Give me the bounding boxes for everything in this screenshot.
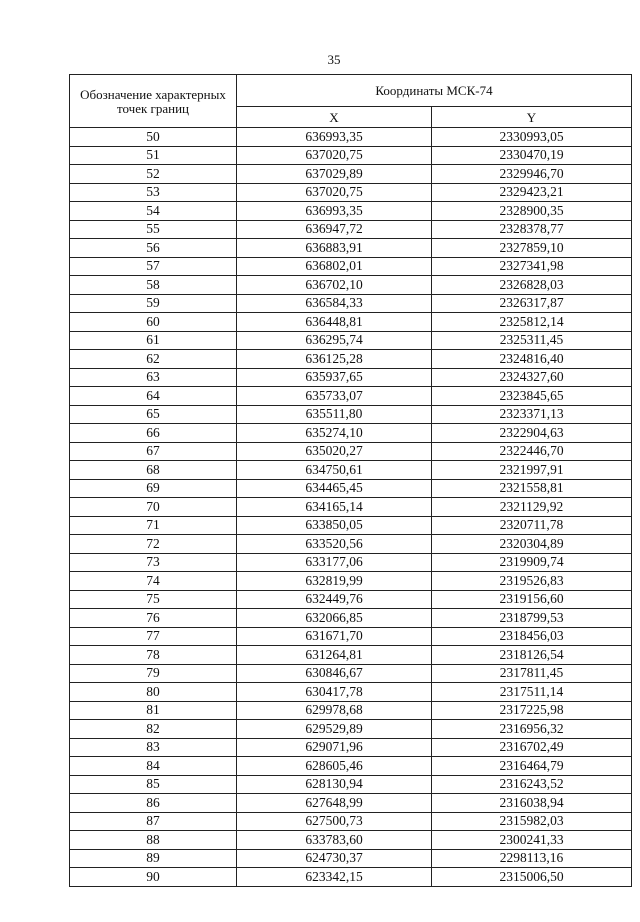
x-coordinate-cell: 629978,68 [237, 701, 432, 720]
x-coordinate-cell: 636702,10 [237, 276, 432, 295]
y-coordinate-cell: 2330470,19 [432, 146, 632, 165]
point-number-cell: 85 [70, 775, 237, 794]
y-coordinate-cell: 2317511,14 [432, 683, 632, 702]
table-row [70, 516, 632, 535]
table-row [70, 664, 632, 683]
x-coordinate-cell: 636448,81 [237, 313, 432, 332]
table-row [70, 405, 632, 424]
y-coordinate-cell: 2316464,79 [432, 757, 632, 776]
table-row [70, 128, 632, 147]
table-row [70, 350, 632, 369]
point-number-cell: 84 [70, 757, 237, 776]
point-number-cell: 54 [70, 202, 237, 221]
table-row [70, 461, 632, 480]
table-row [70, 313, 632, 332]
x-coordinate-cell: 637020,75 [237, 183, 432, 202]
point-number-cell: 77 [70, 627, 237, 646]
point-number-cell: 75 [70, 590, 237, 609]
x-coordinate-cell: 631671,70 [237, 627, 432, 646]
point-number-cell: 73 [70, 553, 237, 572]
table-row [70, 368, 632, 387]
point-number-cell: 80 [70, 683, 237, 702]
table-row [70, 701, 632, 720]
table-row [70, 202, 632, 221]
table-row [70, 794, 632, 813]
table-row [70, 831, 632, 850]
x-coordinate-cell: 632819,99 [237, 572, 432, 591]
point-number-cell: 71 [70, 516, 237, 535]
table-row [70, 683, 632, 702]
header-coordinate-system: Координаты МСК-74 [237, 75, 632, 107]
point-number-cell: 90 [70, 868, 237, 887]
table-row [70, 220, 632, 239]
y-coordinate-cell: 2316038,94 [432, 794, 632, 813]
y-coordinate-cell: 2315982,03 [432, 812, 632, 831]
point-number-cell: 68 [70, 461, 237, 480]
y-coordinate-cell: 2323845,65 [432, 387, 632, 406]
x-coordinate-cell: 636295,74 [237, 331, 432, 350]
y-coordinate-cell: 2321997,91 [432, 461, 632, 480]
y-coordinate-cell: 2324816,40 [432, 350, 632, 369]
table-row [70, 387, 632, 406]
point-number-cell: 62 [70, 350, 237, 369]
table-row [70, 757, 632, 776]
x-coordinate-cell: 633783,60 [237, 831, 432, 850]
y-coordinate-cell: 2329946,70 [432, 165, 632, 184]
y-coordinate-cell: 2325311,45 [432, 331, 632, 350]
point-number-cell: 87 [70, 812, 237, 831]
y-coordinate-cell: 2317811,45 [432, 664, 632, 683]
point-number-cell: 61 [70, 331, 237, 350]
point-number-cell: 89 [70, 849, 237, 868]
table-row [70, 442, 632, 461]
y-coordinate-cell: 2326317,87 [432, 294, 632, 313]
table-row [70, 294, 632, 313]
header-x: X [237, 107, 432, 128]
table-row [70, 775, 632, 794]
y-coordinate-cell: 2321558,81 [432, 479, 632, 498]
y-coordinate-cell: 2325812,14 [432, 313, 632, 332]
point-number-cell: 83 [70, 738, 237, 757]
table-row [70, 257, 632, 276]
y-coordinate-cell: 2318799,53 [432, 609, 632, 628]
point-number-cell: 51 [70, 146, 237, 165]
point-number-cell: 56 [70, 239, 237, 258]
y-coordinate-cell: 2320304,89 [432, 535, 632, 554]
y-coordinate-cell: 2323371,13 [432, 405, 632, 424]
y-coordinate-cell: 2319156,60 [432, 590, 632, 609]
table-row [70, 868, 632, 887]
y-coordinate-cell: 2322904,63 [432, 424, 632, 443]
y-coordinate-cell: 2322446,70 [432, 442, 632, 461]
table-row [70, 165, 632, 184]
x-coordinate-cell: 634750,61 [237, 461, 432, 480]
x-coordinate-cell: 629071,96 [237, 738, 432, 757]
x-coordinate-cell: 630417,78 [237, 683, 432, 702]
x-coordinate-cell: 636584,33 [237, 294, 432, 313]
point-number-cell: 72 [70, 535, 237, 554]
y-coordinate-cell: 2318126,54 [432, 646, 632, 665]
y-coordinate-cell: 2327859,10 [432, 239, 632, 258]
x-coordinate-cell: 632066,85 [237, 609, 432, 628]
y-coordinate-cell: 2315006,50 [432, 868, 632, 887]
point-number-cell: 88 [70, 831, 237, 850]
point-number-cell: 74 [70, 572, 237, 591]
x-coordinate-cell: 637020,75 [237, 146, 432, 165]
point-number-cell: 57 [70, 257, 237, 276]
table-row [70, 183, 632, 202]
header-row [70, 75, 632, 107]
point-number-cell: 52 [70, 165, 237, 184]
table-body [70, 128, 632, 887]
table-row [70, 553, 632, 572]
x-coordinate-cell: 627500,73 [237, 812, 432, 831]
table-row [70, 609, 632, 628]
y-coordinate-cell: 2328900,35 [432, 202, 632, 221]
x-coordinate-cell: 630846,67 [237, 664, 432, 683]
x-coordinate-cell: 634165,14 [237, 498, 432, 517]
table-row [70, 498, 632, 517]
table-row [70, 331, 632, 350]
y-coordinate-cell: 2320711,78 [432, 516, 632, 535]
x-coordinate-cell: 628130,94 [237, 775, 432, 794]
y-coordinate-cell: 2316702,49 [432, 738, 632, 757]
x-coordinate-cell: 632449,76 [237, 590, 432, 609]
y-coordinate-cell: 2316956,32 [432, 720, 632, 739]
x-coordinate-cell: 635511,80 [237, 405, 432, 424]
point-number-cell: 50 [70, 128, 237, 147]
x-coordinate-cell: 636993,35 [237, 128, 432, 147]
x-coordinate-cell: 636993,35 [237, 202, 432, 221]
x-coordinate-cell: 636802,01 [237, 257, 432, 276]
point-number-cell: 66 [70, 424, 237, 443]
page-number: 35 [327, 52, 341, 67]
x-coordinate-cell: 636125,28 [237, 350, 432, 369]
x-coordinate-cell: 636883,91 [237, 239, 432, 258]
table-header [70, 75, 632, 128]
table-row [70, 720, 632, 739]
y-coordinate-cell: 2327341,98 [432, 257, 632, 276]
table-row [70, 627, 632, 646]
point-number-cell: 65 [70, 405, 237, 424]
header-y: Y [432, 107, 632, 128]
x-coordinate-cell: 634465,45 [237, 479, 432, 498]
point-number-cell: 70 [70, 498, 237, 517]
y-coordinate-cell: 2298113,16 [432, 849, 632, 868]
point-number-cell: 63 [70, 368, 237, 387]
y-coordinate-cell: 2326828,03 [432, 276, 632, 295]
x-coordinate-cell: 635020,27 [237, 442, 432, 461]
table-row [70, 535, 632, 554]
point-number-cell: 69 [70, 479, 237, 498]
table-row [70, 590, 632, 609]
table-row [70, 812, 632, 831]
point-number-cell: 86 [70, 794, 237, 813]
point-number-cell: 58 [70, 276, 237, 295]
table-row [70, 849, 632, 868]
x-coordinate-cell: 636947,72 [237, 220, 432, 239]
y-coordinate-cell: 2319909,74 [432, 553, 632, 572]
point-number-cell: 60 [70, 313, 237, 332]
point-number-cell: 79 [70, 664, 237, 683]
table-row [70, 738, 632, 757]
y-coordinate-cell: 2329423,21 [432, 183, 632, 202]
point-number-cell: 81 [70, 701, 237, 720]
point-number-cell: 53 [70, 183, 237, 202]
x-coordinate-cell: 627648,99 [237, 794, 432, 813]
table-row [70, 424, 632, 443]
point-number-cell: 64 [70, 387, 237, 406]
x-coordinate-cell: 635274,10 [237, 424, 432, 443]
table-row [70, 646, 632, 665]
point-number-cell: 59 [70, 294, 237, 313]
y-coordinate-cell: 2317225,98 [432, 701, 632, 720]
y-coordinate-cell: 2318456,03 [432, 627, 632, 646]
y-coordinate-cell: 2319526,83 [432, 572, 632, 591]
table-row [70, 146, 632, 165]
point-number-cell: 55 [70, 220, 237, 239]
point-number-cell: 78 [70, 646, 237, 665]
y-coordinate-cell: 2300241,33 [432, 831, 632, 850]
y-coordinate-cell: 2328378,77 [432, 220, 632, 239]
point-number-cell: 82 [70, 720, 237, 739]
x-coordinate-cell: 633177,06 [237, 553, 432, 572]
table-row [70, 572, 632, 591]
table-row [70, 276, 632, 295]
point-number-cell: 76 [70, 609, 237, 628]
x-coordinate-cell: 624730,37 [237, 849, 432, 868]
x-coordinate-cell: 635733,07 [237, 387, 432, 406]
x-coordinate-cell: 633850,05 [237, 516, 432, 535]
x-coordinate-cell: 631264,81 [237, 646, 432, 665]
x-coordinate-cell: 637029,89 [237, 165, 432, 184]
x-coordinate-cell: 633520,56 [237, 535, 432, 554]
y-coordinate-cell: 2321129,92 [432, 498, 632, 517]
header-point-designation: Обозначение характерных точек границ [70, 75, 237, 128]
point-number-cell: 67 [70, 442, 237, 461]
table-row [70, 479, 632, 498]
coordinates-table [69, 74, 632, 887]
x-coordinate-cell: 635937,65 [237, 368, 432, 387]
table-row [70, 239, 632, 258]
y-coordinate-cell: 2330993,05 [432, 128, 632, 147]
y-coordinate-cell: 2324327,60 [432, 368, 632, 387]
x-coordinate-cell: 623342,15 [237, 868, 432, 887]
x-coordinate-cell: 629529,89 [237, 720, 432, 739]
x-coordinate-cell: 628605,46 [237, 757, 432, 776]
y-coordinate-cell: 2316243,52 [432, 775, 632, 794]
